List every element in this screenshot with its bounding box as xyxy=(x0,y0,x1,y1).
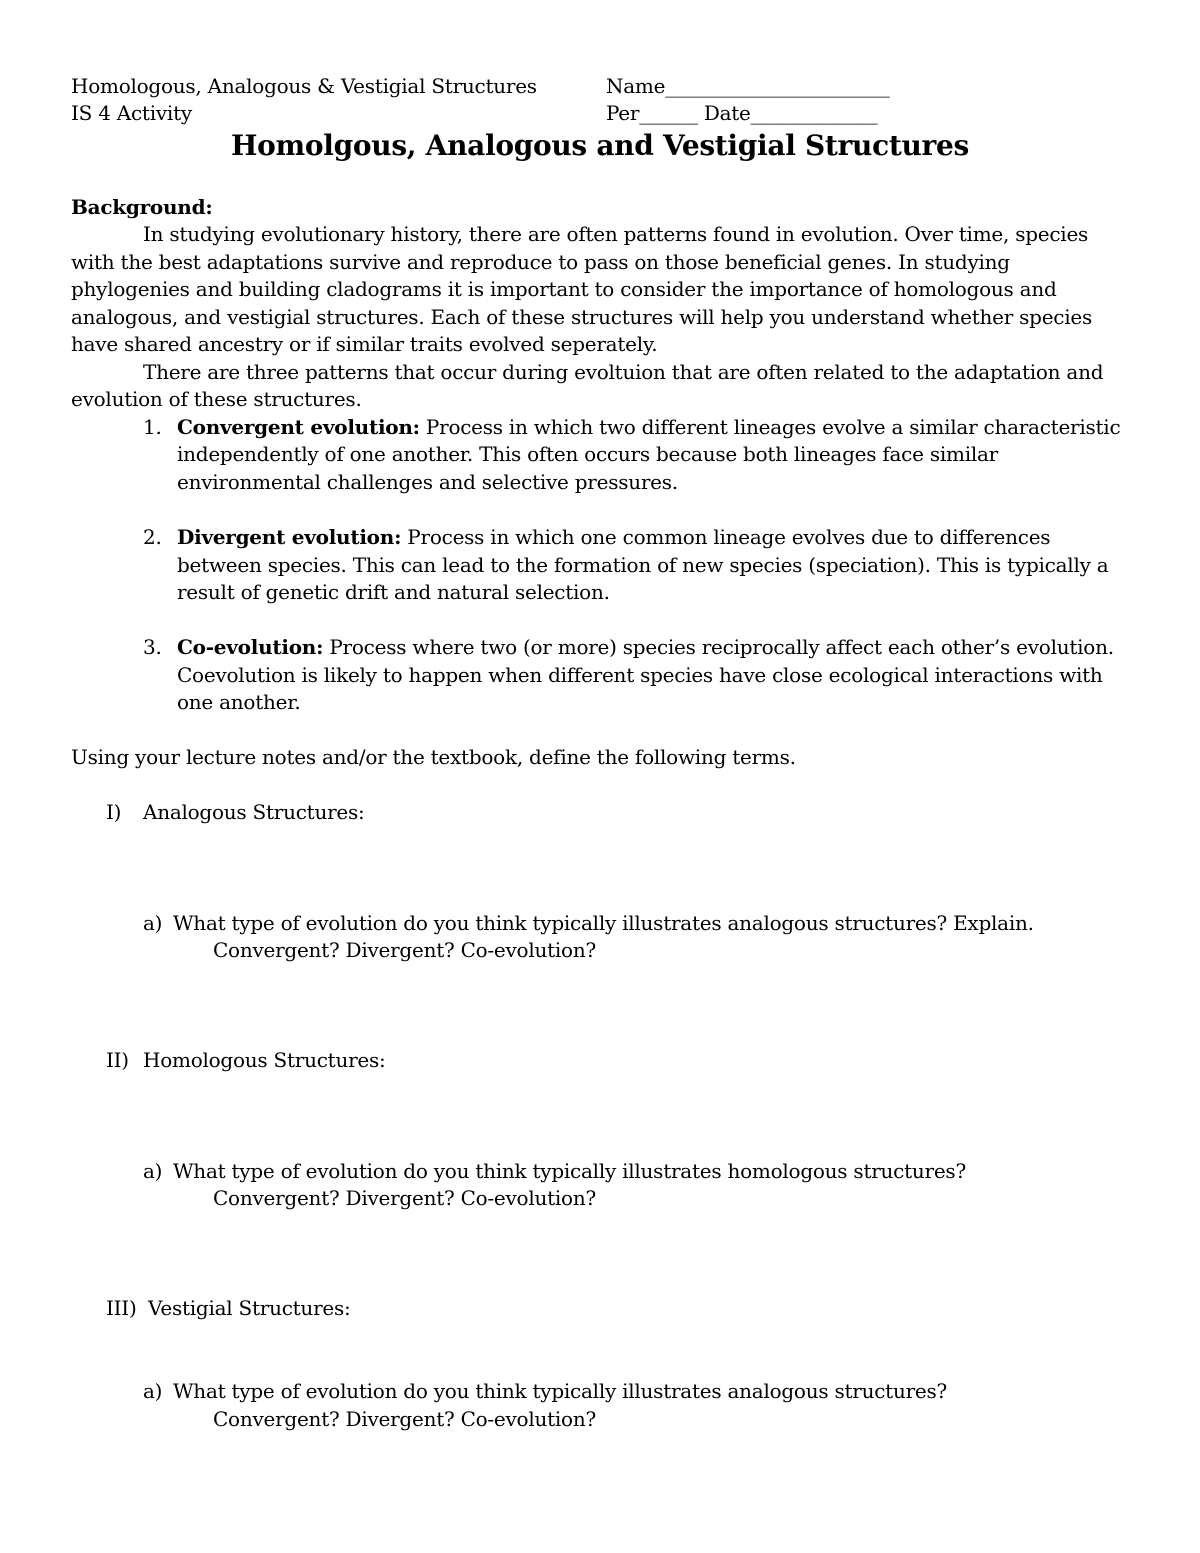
section-term: Vestigial Structures: xyxy=(148,1296,351,1320)
pattern-definition: Process where two (or more) species reciprocally affect each other’s evolution. xyxy=(323,635,1114,659)
pattern-line: result of genetic drift and natural selection. xyxy=(177,580,610,604)
pattern-line: environmental challenges and selective pressures. xyxy=(177,470,678,494)
pattern-number: 3. xyxy=(143,635,162,659)
pattern-term: Divergent evolution: xyxy=(177,525,402,549)
section-roman: I) xyxy=(106,800,122,824)
name-field-label: Name_______________________ xyxy=(606,74,890,98)
pattern-first-line xyxy=(177,413,1120,441)
background-para1-line: analogous, and vestigial structures. Each of these structures will help you understand whether species xyxy=(71,305,1092,329)
instructions-text: Using your lecture notes and/or the textbook, define the following terms. xyxy=(71,745,796,769)
question-text: What type of evolution do you think typically illustrates analogous structures? Explain. xyxy=(173,911,1034,935)
question-letter: a) xyxy=(143,1159,163,1183)
pattern-first-line xyxy=(177,523,1050,551)
pattern-term: Co-evolution: xyxy=(177,635,324,659)
question-letter: a) xyxy=(143,1379,163,1403)
background-para2-line: evolution of these structures. xyxy=(71,387,362,411)
background-para1-line: have shared ancestry or if similar traits evolved seperately. xyxy=(71,332,658,356)
pattern-term: Convergent evolution: xyxy=(177,415,420,439)
pattern-number: 2. xyxy=(143,525,162,549)
question-options: Convergent? Divergent? Co-evolution? xyxy=(213,938,596,962)
background-para2-line: There are three patterns that occur during evoltuion that are often related to the adaptation and xyxy=(143,360,1104,384)
background-para1-line: with the best adaptations survive and reproduce to pass on those beneficial genes. In studying xyxy=(71,250,1010,274)
pattern-line: between species. This can lead to the formation of new species (speciation). This is typically a xyxy=(177,553,1109,577)
question-options: Convergent? Divergent? Co-evolution? xyxy=(213,1407,596,1431)
pattern-line: one another. xyxy=(177,690,301,714)
pattern-line: Coevolution is likely to happen when different species have close ecological interactions with xyxy=(177,663,1103,687)
per-date-field-label: Per______ Date_____________ xyxy=(606,101,878,125)
section-roman: III) xyxy=(106,1296,137,1320)
question-text: What type of evolution do you think typically illustrates homologous structures? xyxy=(173,1159,966,1183)
question-letter: a) xyxy=(143,911,163,935)
pattern-line: independently of one another. This often occurs because both lineages face similar xyxy=(177,442,998,466)
pattern-first-line xyxy=(177,633,1114,661)
pattern-definition: Process in which one common lineage evolves due to differences xyxy=(401,525,1051,549)
question-options: Convergent? Divergent? Co-evolution? xyxy=(213,1186,596,1210)
page-title: Homolgous, Analogous and Vestigial Structures xyxy=(231,129,969,162)
header-activity: IS 4 Activity xyxy=(71,101,192,125)
pattern-number: 1. xyxy=(143,415,162,439)
background-heading: Background: xyxy=(71,195,213,219)
question-text: What type of evolution do you think typically illustrates analogous structures? xyxy=(173,1379,947,1403)
section-term: Homologous Structures: xyxy=(143,1048,386,1072)
header-course-title: Homologous, Analogous & Vestigial Structures xyxy=(71,74,537,98)
section-roman: II) xyxy=(106,1048,129,1072)
background-para1-line: In studying evolutionary history, there are often patterns found in evolution. Over time, species xyxy=(143,222,1089,246)
background-para1-line: phylogenies and building cladograms it is important to consider the importance of homologous and xyxy=(71,277,1057,301)
pattern-definition: Process in which two different lineages evolve a similar characteristic xyxy=(419,415,1121,439)
section-term: Analogous Structures: xyxy=(143,800,365,824)
